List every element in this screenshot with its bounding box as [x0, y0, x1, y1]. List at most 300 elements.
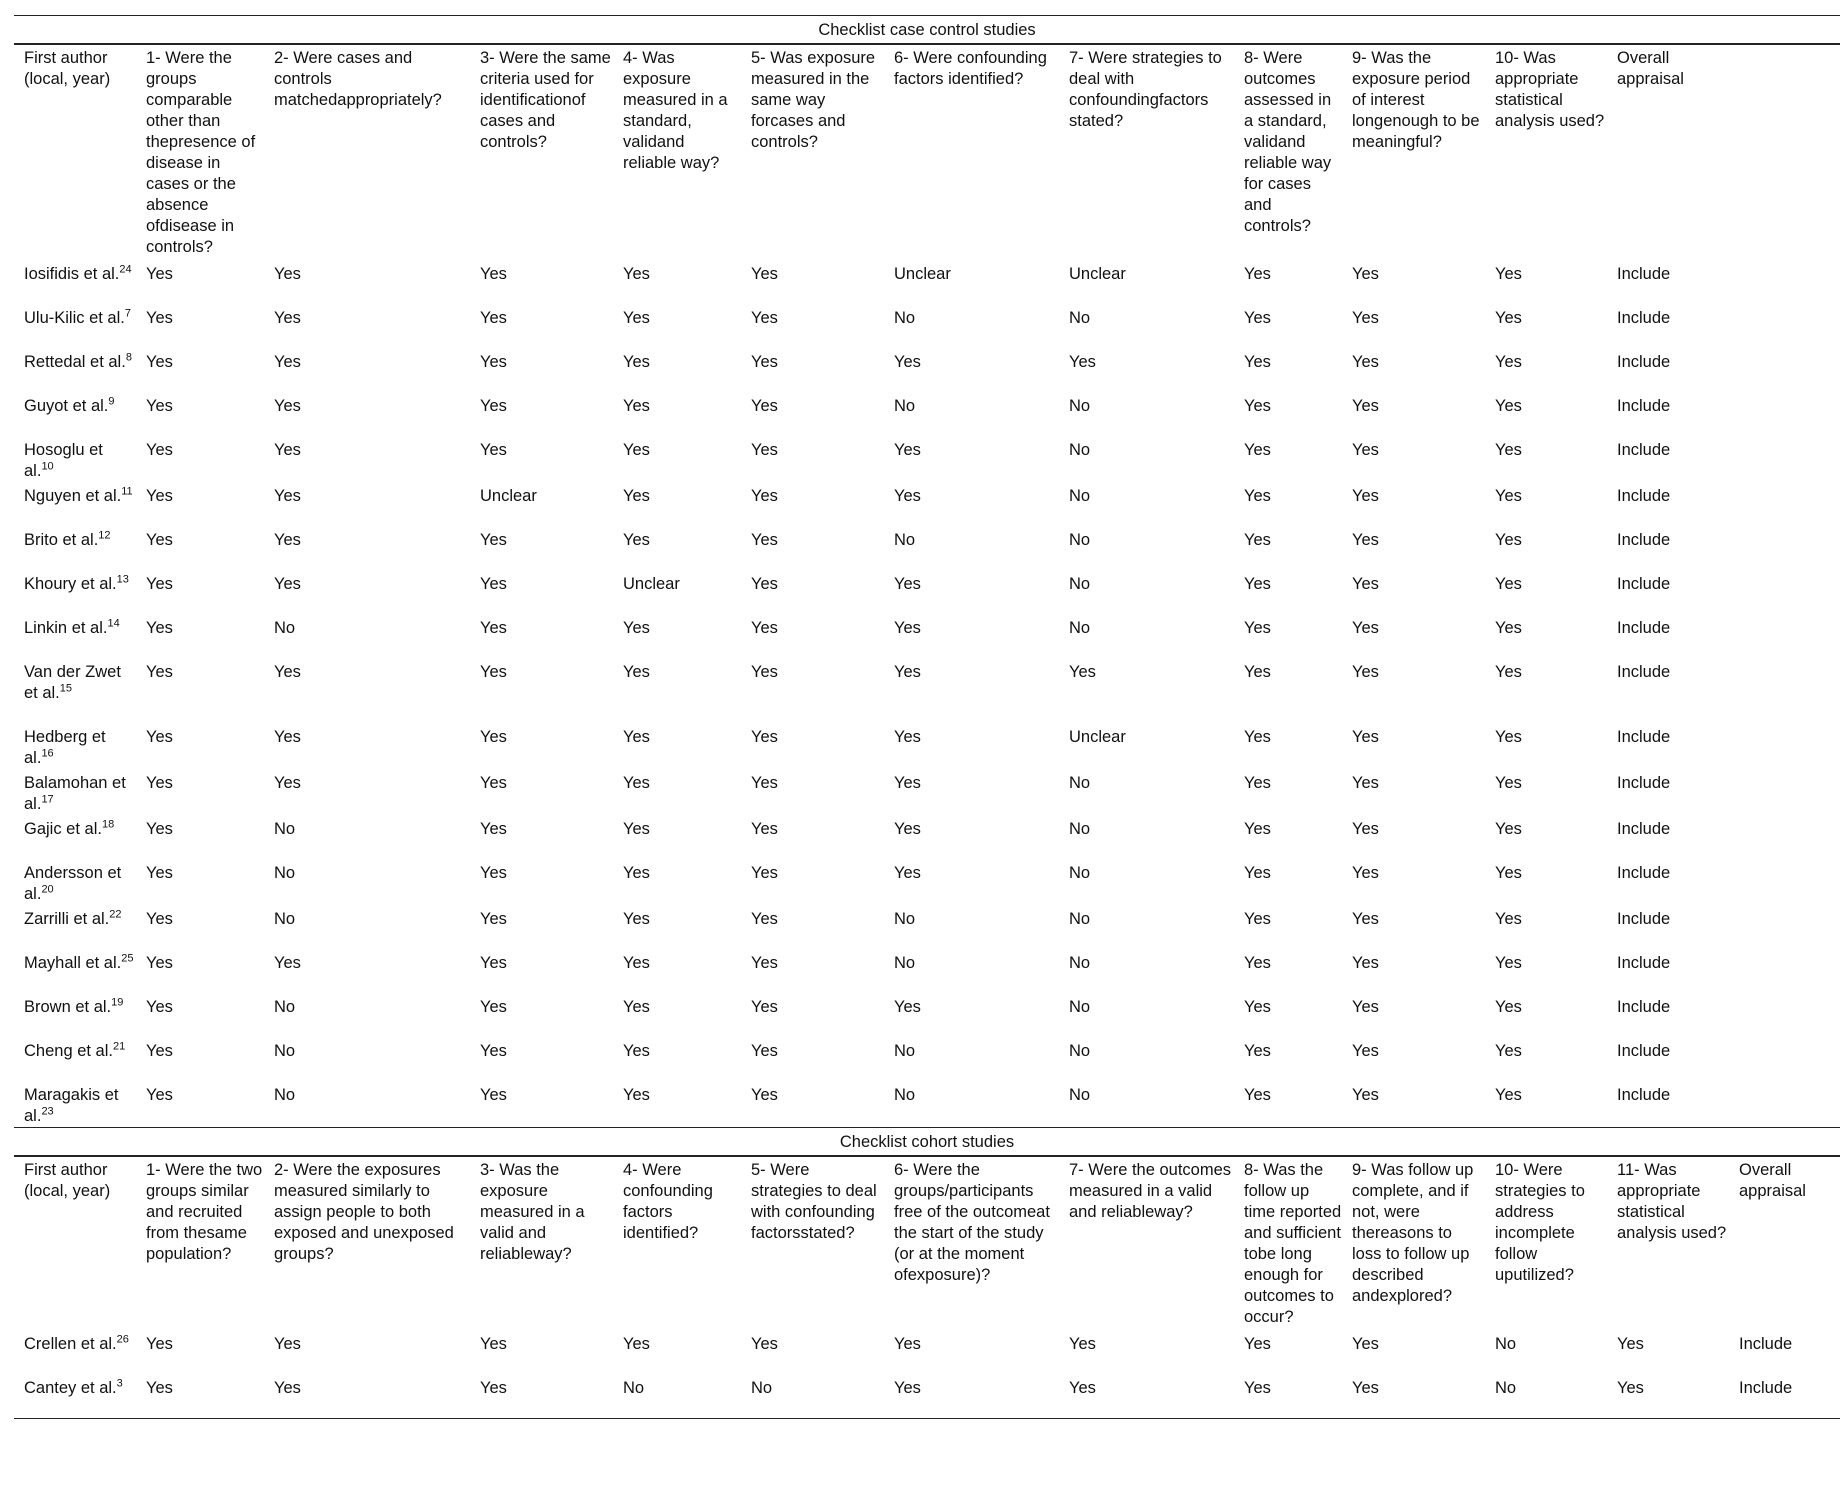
author-name: Rettedal et al.	[24, 353, 126, 371]
reference-number: 19	[111, 996, 124, 1009]
rating-cell: Yes	[480, 265, 507, 283]
rating-cell: Yes	[751, 531, 778, 549]
rating-cell: No	[894, 531, 916, 549]
rating-cell: Yes	[146, 1335, 173, 1353]
rating-cell: Yes	[751, 954, 778, 972]
table-row	[14, 769, 1840, 815]
author-name: Brown et al.	[24, 998, 112, 1016]
author-cell	[14, 614, 136, 658]
empty-cell	[1729, 614, 1840, 658]
rating-cell: Yes	[1495, 864, 1522, 882]
table-row	[14, 436, 1840, 482]
empty-cell	[1729, 905, 1840, 949]
rating-cell: Yes	[1352, 774, 1379, 792]
rating-cell: Yes	[623, 728, 650, 746]
rating-cell: Unclear	[894, 265, 951, 283]
rating-cell: Yes	[1069, 353, 1096, 371]
rating-cell: Include	[1617, 728, 1671, 746]
rating-cell: Yes	[146, 998, 173, 1016]
rating-cell: Yes	[480, 864, 507, 882]
column-header: 5- Was exposure measured in the same way forcases and controls?	[751, 49, 876, 151]
table-row	[14, 570, 1840, 614]
rating-cell: No	[274, 619, 296, 637]
reference-number: 8	[125, 351, 132, 364]
rating-cell: No	[894, 309, 916, 327]
rating-cell: Yes	[884, 1374, 1059, 1419]
rating-cell: Yes	[1352, 1042, 1379, 1060]
table-row	[14, 304, 1840, 348]
rating-cell: No	[741, 1374, 884, 1419]
rating-cell: No	[274, 1042, 296, 1060]
reference-number: 17	[41, 793, 54, 806]
rating-cell: Yes	[623, 265, 650, 283]
rating-cell: Include	[1617, 265, 1671, 283]
rating-cell: No	[1059, 1081, 1234, 1128]
rating-cell: Yes	[480, 663, 507, 681]
rating-cell: Yes	[146, 954, 173, 972]
rating-cell: Yes	[1352, 820, 1379, 838]
column-header: First author (local, year)	[24, 49, 111, 88]
column-header: 5- Were strategies to deal with confounding factorsstated?	[751, 1161, 877, 1242]
rating-cell: Yes	[1234, 1374, 1342, 1419]
rating-cell: Yes	[751, 998, 778, 1016]
rating-cell: Include	[1729, 1374, 1840, 1419]
rating-cell: Yes	[274, 1335, 301, 1353]
author-cell	[14, 436, 136, 482]
rating-cell: Yes	[1352, 1335, 1379, 1353]
rating-cell: Yes	[1495, 353, 1522, 371]
author-cell	[14, 570, 136, 614]
rating-cell: Yes	[751, 575, 778, 593]
rating-cell: Yes	[146, 309, 173, 327]
column-header: 4- Was exposure measured in a standard, validand reliable way?	[623, 49, 728, 172]
rating-cell: Yes	[623, 619, 650, 637]
rating-cell: Include	[1617, 998, 1671, 1016]
rating-cell: Yes	[1495, 619, 1522, 637]
empty-cell	[1729, 348, 1840, 392]
reference-number: 26	[116, 1333, 129, 1346]
author-cell	[14, 949, 136, 993]
column-header: 1- Were the groups comparable other than thepresence of disease in cases or the absence ofdisease in controls?	[146, 49, 256, 256]
author-name: Mayhall et al.	[24, 954, 122, 972]
rating-cell: Yes	[1244, 353, 1271, 371]
author-cell	[14, 905, 136, 949]
table-row	[14, 1081, 1840, 1128]
cohort-header-row	[14, 1156, 1840, 1330]
author-name: Hosoglu et al.	[24, 441, 103, 480]
critical-appraisal-table	[14, 15, 1840, 1419]
rating-cell: Include	[1617, 353, 1671, 371]
rating-cell: No	[1069, 309, 1091, 327]
rating-cell: Yes	[1069, 663, 1096, 681]
rating-cell: Include	[1617, 820, 1671, 838]
rating-cell: Yes	[274, 774, 301, 792]
rating-cell: Include	[1617, 309, 1671, 327]
rating-cell: Yes	[1495, 1042, 1522, 1060]
author-cell	[14, 815, 136, 859]
reference-number: 18	[101, 818, 115, 831]
rating-cell: No	[1069, 864, 1091, 882]
rating-cell: Yes	[623, 954, 650, 972]
rating-cell: No	[1069, 397, 1091, 415]
rating-cell: Yes	[1495, 998, 1522, 1016]
author-name: Iosifidis et al.	[24, 265, 120, 283]
rating-cell: Unclear	[623, 575, 680, 593]
rating-cell: Yes	[613, 1081, 741, 1128]
table-row	[14, 859, 1840, 905]
table-row	[14, 614, 1840, 658]
rating-cell: Yes	[1352, 954, 1379, 972]
rating-cell: No	[1069, 531, 1091, 549]
rating-cell: Yes	[1244, 910, 1271, 928]
author-name: Brito et al.	[24, 531, 99, 549]
rating-cell: Yes	[274, 265, 301, 283]
rating-cell: Unclear	[1069, 265, 1126, 283]
rating-cell: Include	[1607, 1081, 1729, 1128]
rating-cell: No	[1069, 1042, 1091, 1060]
rating-cell: Yes	[1244, 998, 1271, 1016]
rating-cell: Yes	[480, 575, 507, 593]
rating-cell: Yes	[1244, 487, 1271, 505]
rating-cell: Include	[1617, 663, 1671, 681]
author-name: Linkin et al.	[24, 619, 108, 637]
column-header: 4- Were confounding factors identified?	[623, 1161, 713, 1242]
rating-cell: Yes	[1244, 309, 1271, 327]
column-header: 9- Was the exposure period of interest longenough to be meaningful?	[1352, 49, 1480, 151]
reference-number: 3	[116, 1377, 123, 1390]
rating-cell: Yes	[1352, 441, 1379, 459]
author-cell	[14, 859, 136, 905]
rating-cell: Yes	[1352, 309, 1379, 327]
column-header: 10- Were strategies to address incomplete follow uputilized?	[1495, 1161, 1585, 1284]
rating-cell: Include	[1617, 441, 1671, 459]
rating-cell: Yes	[264, 1374, 470, 1419]
empty-cell	[1729, 993, 1840, 1037]
rating-cell: Yes	[894, 441, 921, 459]
rating-cell: Yes	[1495, 728, 1522, 746]
rating-cell: Yes	[1352, 487, 1379, 505]
rating-cell: Yes	[751, 1335, 778, 1353]
table-body	[14, 16, 1840, 1419]
author-cell	[14, 260, 136, 304]
rating-cell: Yes	[480, 820, 507, 838]
rating-cell: Yes	[274, 397, 301, 415]
rating-cell: Yes	[274, 954, 301, 972]
rating-cell: Yes	[480, 1335, 507, 1353]
rating-cell: No	[1495, 1335, 1517, 1353]
rating-cell: Yes	[751, 441, 778, 459]
rating-cell: No	[1069, 441, 1091, 459]
rating-cell: Yes	[274, 531, 301, 549]
rating-cell: Yes	[751, 1042, 778, 1060]
rating-cell: Yes	[1495, 309, 1522, 327]
author-cell	[14, 1374, 136, 1419]
rating-cell: No	[1069, 575, 1091, 593]
column-header: 1- Were the two groups similar and recruited from thesame population?	[146, 1161, 263, 1263]
rating-cell: No	[1069, 487, 1091, 505]
rating-cell: Yes	[480, 774, 507, 792]
rating-cell: Yes	[480, 728, 507, 746]
column-header: 2- Were the exposures measured similarly to assign people to both exposed and unexposed groups?	[274, 1161, 454, 1263]
cohort-title-row	[14, 1128, 1840, 1157]
column-header: 2- Were cases and controls matchedappropriately?	[274, 49, 442, 109]
rating-cell: Yes	[274, 728, 301, 746]
rating-cell: Yes	[1234, 1081, 1342, 1128]
table-row	[14, 526, 1840, 570]
rating-cell: Yes	[1485, 1081, 1607, 1128]
column-header: 6- Were the groups/participants free of the outcomeat the start of the study (or at the moment ofexposure)?	[894, 1161, 1050, 1284]
rating-cell: Yes	[1244, 663, 1271, 681]
column-header: Overall appraisal	[1739, 1161, 1806, 1200]
rating-cell: Yes	[1352, 265, 1379, 283]
rating-cell: Yes	[1352, 728, 1379, 746]
rating-cell: No	[264, 1081, 470, 1128]
reference-number: 15	[59, 682, 73, 695]
reference-number: 16	[41, 747, 54, 760]
rating-cell: Yes	[894, 663, 921, 681]
empty-cell	[1729, 392, 1840, 436]
rating-cell: Yes	[1352, 619, 1379, 637]
rating-cell: Yes	[894, 487, 921, 505]
empty-cell	[1729, 260, 1840, 304]
reference-number: 9	[108, 395, 115, 408]
column-header: 7- Were the outcomes measured in a valid and reliableway?	[1069, 1161, 1232, 1221]
author-cell	[14, 482, 136, 526]
rating-cell: Yes	[894, 864, 921, 882]
rating-cell: Yes	[146, 531, 173, 549]
rating-cell: Yes	[274, 309, 301, 327]
empty-cell	[1729, 769, 1840, 815]
rating-cell: Yes	[480, 441, 507, 459]
rating-cell: Yes	[1495, 575, 1522, 593]
column-header: 3- Was the exposure measured in a valid and reliableway?	[480, 1161, 585, 1263]
rating-cell: Yes	[1244, 954, 1271, 972]
author-name: Zarrilli et al.	[24, 910, 110, 928]
rating-cell: Yes	[894, 575, 921, 593]
reference-number: 22	[109, 908, 122, 921]
rating-cell: Yes	[480, 619, 507, 637]
rating-cell: Yes	[1352, 663, 1379, 681]
reference-number: 24	[119, 263, 132, 276]
rating-cell: Include	[1617, 864, 1671, 882]
rating-cell: Yes	[1352, 575, 1379, 593]
rating-cell: Yes	[136, 1081, 264, 1128]
rating-cell: Yes	[1495, 487, 1522, 505]
reference-number: 7	[124, 307, 131, 320]
author-cell	[14, 1081, 136, 1128]
empty-cell	[1729, 815, 1840, 859]
rating-cell: No	[1069, 619, 1091, 637]
rating-cell: No	[894, 397, 916, 415]
rating-cell: Yes	[623, 487, 650, 505]
column-header: 7- Were strategies to deal with confoundingfactors stated?	[1069, 49, 1222, 130]
author-cell	[14, 304, 136, 348]
table-row	[14, 392, 1840, 436]
author-cell	[14, 1037, 136, 1081]
rating-cell: Yes	[1495, 265, 1522, 283]
empty-cell	[1729, 526, 1840, 570]
reference-number: 25	[121, 952, 134, 965]
author-name: Balamohan et al.	[24, 774, 126, 813]
rating-cell: Yes	[1495, 774, 1522, 792]
case-control-section-title: Checklist case control studies	[14, 16, 1840, 45]
rating-cell: Include	[1617, 487, 1671, 505]
rating-cell: Yes	[1495, 441, 1522, 459]
empty-cell	[1729, 658, 1840, 723]
rating-cell: Yes	[1244, 1042, 1271, 1060]
appraisal-table-container	[14, 15, 1840, 1419]
column-header: 10- Was appropriate statistical analysis used?	[1495, 49, 1605, 130]
rating-cell: Yes	[1495, 820, 1522, 838]
reference-number: 20	[41, 883, 54, 896]
author-name: Ulu-Kilic et al.	[24, 309, 125, 327]
rating-cell: Yes	[1495, 397, 1522, 415]
rating-cell: Yes	[751, 619, 778, 637]
rating-cell: Yes	[751, 487, 778, 505]
table-row	[14, 723, 1840, 769]
rating-cell: No	[274, 910, 296, 928]
rating-cell: Yes	[894, 728, 921, 746]
rating-cell: Yes	[751, 820, 778, 838]
rating-cell: Yes	[146, 397, 173, 415]
reference-number: 14	[107, 617, 120, 630]
rating-cell: Include	[1617, 954, 1671, 972]
rating-cell: Yes	[1244, 397, 1271, 415]
rating-cell: Yes	[741, 1081, 884, 1128]
author-cell	[14, 1330, 136, 1374]
rating-cell: Yes	[751, 309, 778, 327]
table-row	[14, 1037, 1840, 1081]
rating-cell: Include	[1617, 1042, 1671, 1060]
rating-cell: Yes	[894, 619, 921, 637]
rating-cell: Yes	[623, 1335, 650, 1353]
rating-cell: Yes	[274, 663, 301, 681]
rating-cell: Yes	[1244, 441, 1271, 459]
rating-cell: Yes	[894, 353, 921, 371]
rating-cell: Yes	[274, 487, 301, 505]
table-row	[14, 815, 1840, 859]
empty-cell	[1729, 570, 1840, 614]
table-row	[14, 1330, 1840, 1374]
column-header: 9- Was follow up complete, and if not, were thereasons to loss to follow up described andexplored?	[1352, 1161, 1474, 1305]
reference-number: 11	[121, 485, 133, 498]
column-header: 3- Were the same criteria used for identificationof cases and controls?	[480, 49, 611, 151]
table-row	[14, 348, 1840, 392]
rating-cell: Yes	[146, 353, 173, 371]
rating-cell: Unclear	[480, 487, 537, 505]
column-header: Overall appraisal	[1617, 49, 1684, 88]
author-cell	[14, 658, 136, 723]
rating-cell: Yes	[146, 728, 173, 746]
rating-cell: Yes	[480, 1042, 507, 1060]
rating-cell: Yes	[146, 487, 173, 505]
rating-cell: Yes	[1495, 531, 1522, 549]
rating-cell: Yes	[480, 397, 507, 415]
column-header: 11- Was appropriate statistical analysis used?	[1617, 1161, 1727, 1242]
table-row	[14, 260, 1840, 304]
rating-cell: Yes	[274, 575, 301, 593]
rating-cell: No	[1069, 910, 1091, 928]
rating-cell: No	[274, 998, 296, 1016]
rating-cell: Yes	[623, 663, 650, 681]
rating-cell: Yes	[146, 864, 173, 882]
rating-cell: Yes	[146, 441, 173, 459]
reference-number: 10	[41, 460, 54, 473]
rating-cell: Yes	[623, 820, 650, 838]
table-row	[14, 658, 1840, 723]
rating-cell: Include	[1617, 910, 1671, 928]
rating-cell: Yes	[470, 1374, 613, 1419]
author-cell	[14, 723, 136, 769]
author-name: Cheng et al.	[24, 1042, 113, 1060]
case-control-title-row	[14, 16, 1840, 45]
rating-cell: Yes	[1495, 910, 1522, 928]
empty-cell	[1729, 436, 1840, 482]
author-name: Andersson et al.	[24, 864, 122, 903]
rating-cell: Yes	[1495, 663, 1522, 681]
rating-cell: Yes	[146, 820, 173, 838]
rating-cell: Yes	[751, 397, 778, 415]
rating-cell: No	[1069, 820, 1091, 838]
empty-cell	[1729, 1037, 1840, 1081]
author-name: Hedberg et al.	[24, 728, 106, 767]
rating-cell: No	[894, 954, 916, 972]
table-row	[14, 993, 1840, 1037]
author-name: Maragakis et al.	[24, 1086, 119, 1125]
author-cell	[14, 348, 136, 392]
column-header: First author (local, year)	[24, 1161, 111, 1200]
column-header: 6- Were confounding factors identified?	[894, 49, 1047, 88]
rating-cell: Yes	[751, 663, 778, 681]
rating-cell: Yes	[751, 265, 778, 283]
rating-cell: Yes	[623, 441, 650, 459]
rating-cell: Yes	[623, 910, 650, 928]
rating-cell: Include	[1617, 397, 1671, 415]
rating-cell: Yes	[480, 353, 507, 371]
rating-cell: Yes	[480, 531, 507, 549]
reference-number: 23	[41, 1105, 54, 1118]
table-row	[14, 905, 1840, 949]
empty-cell	[1729, 723, 1840, 769]
rating-cell: Yes	[1244, 864, 1271, 882]
rating-cell: Yes	[480, 998, 507, 1016]
rating-cell: Yes	[146, 1042, 173, 1060]
author-cell	[14, 526, 136, 570]
rating-cell: Yes	[136, 1374, 264, 1419]
rating-cell: Yes	[1244, 1335, 1271, 1353]
rating-cell: Yes	[274, 353, 301, 371]
rating-cell: Yes	[1617, 1335, 1644, 1353]
rating-cell: No	[884, 1081, 1059, 1128]
rating-cell: Yes	[1244, 774, 1271, 792]
rating-cell: Yes	[623, 864, 650, 882]
empty-cell	[1729, 44, 1840, 260]
rating-cell: Unclear	[1069, 728, 1126, 746]
rating-cell: Yes	[274, 441, 301, 459]
rating-cell: Yes	[623, 397, 650, 415]
empty-cell	[1729, 304, 1840, 348]
rating-cell: Yes	[1244, 820, 1271, 838]
rating-cell: Yes	[751, 353, 778, 371]
author-cell	[14, 392, 136, 436]
reference-number: 21	[112, 1040, 126, 1053]
rating-cell: Yes	[480, 910, 507, 928]
rating-cell: No	[1069, 954, 1091, 972]
rating-cell: Include	[1617, 575, 1671, 593]
author-name: Van der Zwet et al.	[24, 663, 121, 702]
rating-cell: Yes	[751, 910, 778, 928]
rating-cell: Yes	[751, 864, 778, 882]
